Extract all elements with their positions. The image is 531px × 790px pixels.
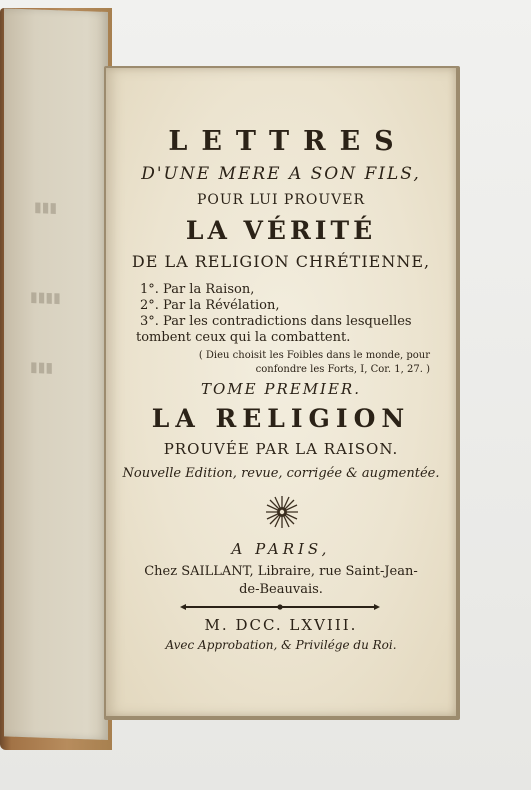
edition-note: Nouvelle Edition, revue, corrigée & augmentée. — [122, 466, 440, 481]
title-page — [106, 68, 456, 716]
imprint-date: M. DCC. LXVIII. — [204, 616, 358, 634]
show-through-mark: ▮▮▮ — [34, 199, 58, 217]
list-item: 3°. Par les contradictions dans lesquelles — [140, 314, 412, 329]
publisher-line: Chez SAILLANT, Libraire, rue Saint-Jean- — [144, 564, 418, 579]
list-item: 1°. Par la Raison, — [140, 282, 255, 297]
show-through-mark: ▮▮▮▮ — [30, 289, 61, 307]
publisher-line: de-Beauvais. — [239, 582, 323, 597]
title-lettres: LETTRES — [168, 126, 408, 157]
volume-label: TOME PREMIER. — [200, 380, 361, 398]
title-verite: LA VÉRITÉ — [185, 216, 377, 245]
epigraph-line: confondre les Forts, I, Cor. 1, 27. ) — [255, 364, 430, 375]
title-religion: DE LA RELIGION CHRÉTIENNE, — [131, 252, 431, 271]
epigraph-line: ( Dieu choisit les Foibles dans le monde, pour — [198, 350, 430, 361]
title-mere: D'UNE MERE A SON FILS, — [141, 164, 421, 184]
title-pour: POUR LUI PROUVER — [196, 192, 366, 208]
privilege-note: Avec Approbation, & Privilége du Roi. — [165, 638, 397, 652]
sunburst-ornament-icon — [264, 494, 300, 530]
imprint-place: A PARIS, — [231, 540, 331, 558]
list-item: 2°. Par la Révélation, — [140, 298, 280, 313]
show-through-mark: ▮▮▮ — [30, 359, 54, 377]
subtitle-prouvee: PROUVÉE PAR LA RAISON. — [163, 440, 399, 458]
decorative-rule-icon — [180, 604, 380, 610]
subtitle-religion: LA RELIGION — [151, 404, 411, 433]
list-item: tombent ceux qui la combattent. — [136, 330, 351, 345]
flyleaf-page — [4, 8, 108, 740]
